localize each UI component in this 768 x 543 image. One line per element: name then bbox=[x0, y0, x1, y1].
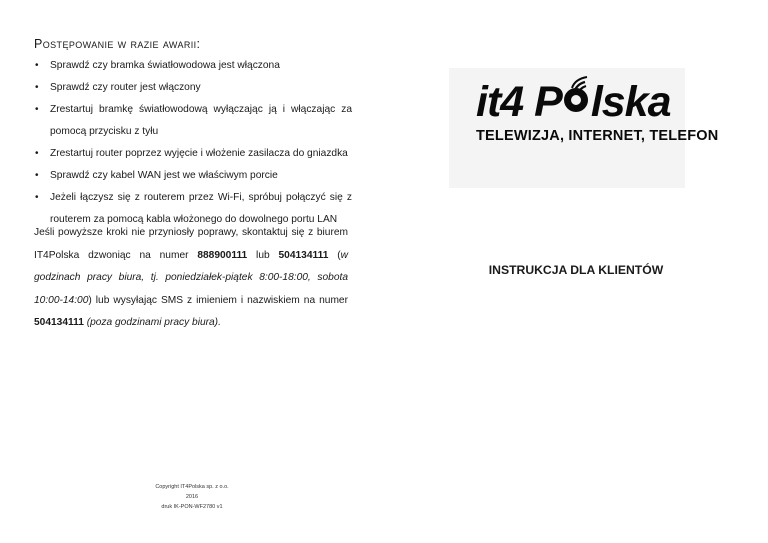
signal-waves-icon bbox=[571, 76, 593, 96]
footer bbox=[132, 482, 252, 512]
phone-number: 504134111 bbox=[34, 317, 84, 328]
list-item: • Jeżeli łączysz się z routerem przez Wi-Fi, spróbuj połączyć się z routerem za pomocą kabla włożonego do dowolnego portu LAN bbox=[34, 187, 352, 231]
contact-sms: ) lub wysyłając SMS z imieniem i nazwiskiem na numer bbox=[88, 294, 348, 306]
after-hours-note: (poza godzinami pracy biura). bbox=[83, 317, 221, 328]
logo-text-end: lska bbox=[590, 78, 671, 126]
copyright-text: Copyright IT4Polska sp. z o.o. bbox=[155, 484, 229, 490]
page-title: INSTRUKCJA DLA KLIENTÓW bbox=[488, 263, 664, 277]
print-code: druk IK-PON-WF2780 v1 bbox=[161, 504, 223, 510]
phone-number: 888900111 bbox=[197, 249, 248, 261]
logo-text-start: it4 P bbox=[476, 78, 562, 126]
list-item: • Sprawdź czy bramka światłowodowa jest włączona bbox=[34, 55, 352, 77]
troubleshooting-steps bbox=[34, 55, 352, 231]
office-hours: w godzinach pracy biura, tj. poniedziałek-piątek 8:00-18:00, sobota 10:00-14:00 bbox=[34, 249, 348, 306]
contact-connector: lub bbox=[247, 249, 279, 261]
contact-paragraph bbox=[34, 222, 348, 335]
contact-intro: Jeśli powyższe kroki nie przyniosły poprawy, skontaktuj się z biurem IT4Polska dzwoniąc na numer bbox=[34, 227, 348, 261]
logo-tagline: TELEWIZJA, INTERNET, TELEFON bbox=[476, 128, 719, 144]
list-item: • Sprawdź czy kabel WAN jest we właściwym porcie bbox=[34, 165, 352, 187]
section-heading: Postępowanie w razie awarii: bbox=[34, 37, 201, 51]
contact-connector: ( bbox=[328, 249, 341, 261]
list-item: • Zrestartuj router poprzez wyjęcie i włożenie zasilacza do gniazdka bbox=[34, 143, 352, 165]
phone-number: 504134111 bbox=[278, 249, 329, 261]
list-item: • Sprawdź czy router jest włączony bbox=[34, 77, 352, 99]
footer-year: 2016 bbox=[185, 494, 199, 500]
list-item: • Zrestartuj bramkę światłowodową wyłączając ją i włączając za pomocą przycisku z tyłu bbox=[34, 99, 352, 143]
